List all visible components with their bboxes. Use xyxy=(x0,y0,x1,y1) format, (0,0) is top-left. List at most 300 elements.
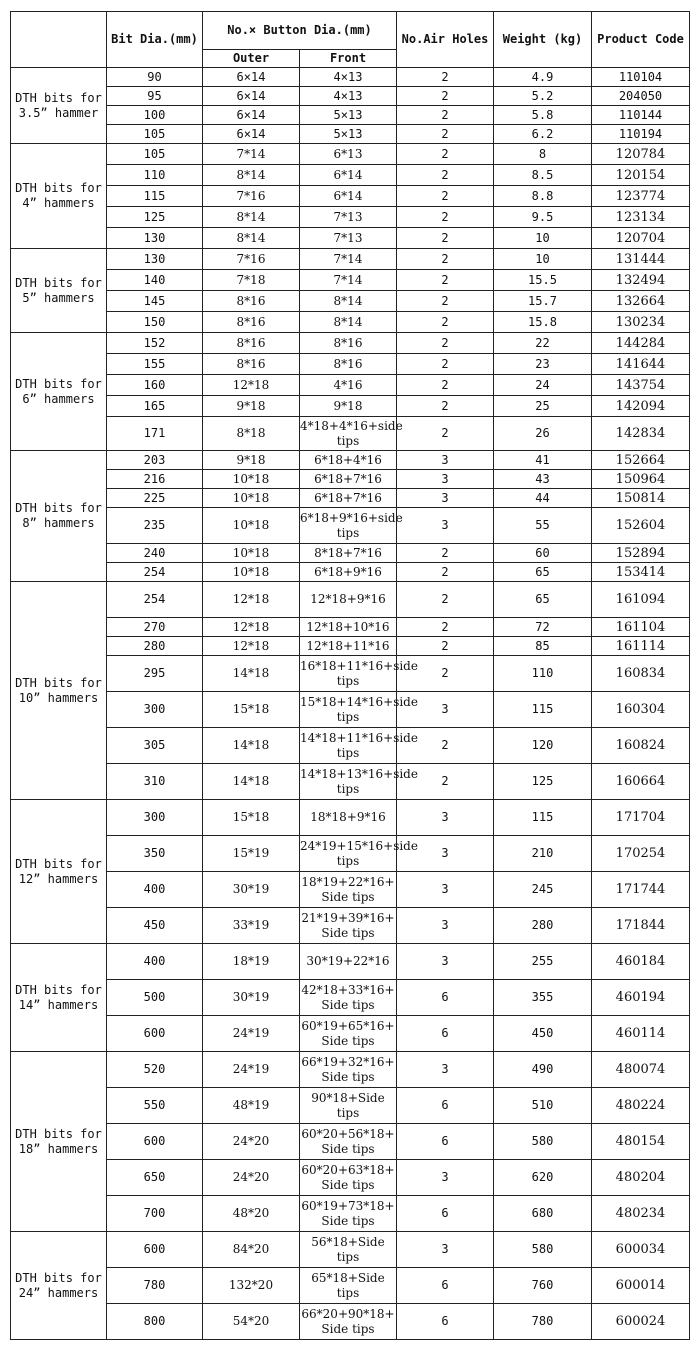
front-cell: 42*18+33*16+ Side tips xyxy=(300,980,397,1016)
product-code-cell: 110104 xyxy=(592,68,690,87)
outer-cell: 48*20 xyxy=(203,1196,300,1232)
outer-cell: 12*18 xyxy=(203,637,300,656)
table-row xyxy=(11,836,690,872)
air-holes-cell: 2 xyxy=(397,228,494,249)
outer-cell: 12*18 xyxy=(203,375,300,396)
front-cell: 6*18+9*16 xyxy=(300,563,397,582)
bit-dia-cell: 550 xyxy=(107,1088,203,1124)
group-label: DTH bits for 4” hammers xyxy=(11,144,107,249)
air-holes-cell: 2 xyxy=(397,544,494,563)
table-row xyxy=(11,908,690,944)
front-cell: 90*18+Side tips xyxy=(300,1088,397,1124)
front-cell: 56*18+Side tips xyxy=(300,1232,397,1268)
outer-cell: 10*18 xyxy=(203,470,300,489)
table-row xyxy=(11,872,690,908)
air-holes-cell: 2 xyxy=(397,207,494,228)
weight-cell: 245 xyxy=(494,872,592,908)
outer-cell: 12*18 xyxy=(203,618,300,637)
outer-cell: 12*18 xyxy=(203,582,300,618)
product-code-cell: 161104 xyxy=(592,618,690,637)
bit-dia-cell: 780 xyxy=(107,1268,203,1304)
weight-cell: 8 xyxy=(494,144,592,165)
weight-cell: 72 xyxy=(494,618,592,637)
outer-cell: 8*18 xyxy=(203,417,300,451)
product-code-cell: 142834 xyxy=(592,417,690,451)
air-holes-cell: 6 xyxy=(397,1124,494,1160)
table-row xyxy=(11,582,690,618)
outer-cell: 7*16 xyxy=(203,249,300,270)
air-holes-cell: 2 xyxy=(397,656,494,692)
air-holes-header: No.Air Holes xyxy=(397,12,494,68)
bit-dia-cell: 280 xyxy=(107,637,203,656)
spec-table-body xyxy=(11,68,690,1340)
product-code-cell: 160664 xyxy=(592,764,690,800)
product-code-cell: 161114 xyxy=(592,637,690,656)
air-holes-cell: 3 xyxy=(397,692,494,728)
outer-cell: 24*20 xyxy=(203,1160,300,1196)
weight-cell: 65 xyxy=(494,563,592,582)
product-code-cell: 152894 xyxy=(592,544,690,563)
bit-dia-cell: 650 xyxy=(107,1160,203,1196)
air-holes-cell: 2 xyxy=(397,165,494,186)
air-holes-cell: 6 xyxy=(397,1304,494,1340)
front-cell: 6*13 xyxy=(300,144,397,165)
outer-cell: 54*20 xyxy=(203,1304,300,1340)
air-holes-cell: 3 xyxy=(397,1232,494,1268)
bit-dia-cell: 130 xyxy=(107,249,203,270)
outer-cell: 10*18 xyxy=(203,489,300,508)
bit-dia-cell: 155 xyxy=(107,354,203,375)
weight-cell: 115 xyxy=(494,692,592,728)
product-code-cell: 480074 xyxy=(592,1052,690,1088)
bit-dia-cell: 115 xyxy=(107,186,203,207)
bit-dia-cell: 300 xyxy=(107,800,203,836)
bit-dia-cell: 225 xyxy=(107,489,203,508)
bit-dia-cell: 110 xyxy=(107,165,203,186)
outer-cell: 10*18 xyxy=(203,508,300,544)
front-cell: 8*16 xyxy=(300,333,397,354)
front-cell: 60*19+65*16+ Side tips xyxy=(300,1016,397,1052)
air-holes-cell: 6 xyxy=(397,1016,494,1052)
table-row xyxy=(11,637,690,656)
weight-cell: 620 xyxy=(494,1160,592,1196)
front-cell: 7*14 xyxy=(300,249,397,270)
weight-cell: 15.5 xyxy=(494,270,592,291)
outer-cell: 18*19 xyxy=(203,944,300,980)
table-row xyxy=(11,186,690,207)
air-holes-cell: 3 xyxy=(397,800,494,836)
bit-dia-cell: 240 xyxy=(107,544,203,563)
weight-cell: 450 xyxy=(494,1016,592,1052)
front-cell: 8*18+7*16 xyxy=(300,544,397,563)
product-code-cell: 152604 xyxy=(592,508,690,544)
weight-cell: 5.8 xyxy=(494,106,592,125)
weight-cell: 580 xyxy=(494,1232,592,1268)
table-row xyxy=(11,68,690,87)
front-cell: 15*18+14*16+side tips xyxy=(300,692,397,728)
bit-dia-cell: 600 xyxy=(107,1016,203,1052)
product-code-cell: 460184 xyxy=(592,944,690,980)
front-cell: 12*18+11*16 xyxy=(300,637,397,656)
front-cell: 6*14 xyxy=(300,186,397,207)
product-code-cell: 120154 xyxy=(592,165,690,186)
air-holes-cell: 3 xyxy=(397,1052,494,1088)
weight-cell: 10 xyxy=(494,249,592,270)
table-row xyxy=(11,144,690,165)
bit-dia-cell: 450 xyxy=(107,908,203,944)
bit-dia-cell: 95 xyxy=(107,87,203,106)
outer-cell: 8*16 xyxy=(203,291,300,312)
product-code-cell: 460194 xyxy=(592,980,690,1016)
air-holes-cell: 6 xyxy=(397,1196,494,1232)
air-holes-cell: 2 xyxy=(397,563,494,582)
outer-cell: 10*18 xyxy=(203,544,300,563)
front-cell: 6*18+7*16 xyxy=(300,470,397,489)
air-holes-cell: 2 xyxy=(397,728,494,764)
outer-cell: 10*18 xyxy=(203,563,300,582)
weight-cell: 6.2 xyxy=(494,125,592,144)
table-row xyxy=(11,692,690,728)
group-label: DTH bits for 14” hammers xyxy=(11,944,107,1052)
front-cell: 16*18+11*16+side tips xyxy=(300,656,397,692)
product-code-cell: 170254 xyxy=(592,836,690,872)
air-holes-cell: 2 xyxy=(397,125,494,144)
group-label: DTH bits for 3.5” hammer xyxy=(11,68,107,144)
product-code-cell: 160834 xyxy=(592,656,690,692)
weight-cell: 22 xyxy=(494,333,592,354)
table-row xyxy=(11,396,690,417)
group-label: DTH bits for 24” hammers xyxy=(11,1232,107,1340)
weight-cell: 26 xyxy=(494,417,592,451)
outer-subheader: Outer xyxy=(203,50,300,68)
outer-cell: 8*16 xyxy=(203,333,300,354)
product-code-cell: 600014 xyxy=(592,1268,690,1304)
air-holes-cell: 2 xyxy=(397,375,494,396)
product-code-cell: 150964 xyxy=(592,470,690,489)
bit-dia-cell: 254 xyxy=(107,563,203,582)
bit-dia-cell: 400 xyxy=(107,944,203,980)
table-row xyxy=(11,980,690,1016)
product-code-cell: 600024 xyxy=(592,1304,690,1340)
product-code-cell: 132494 xyxy=(592,270,690,291)
product-code-cell: 141644 xyxy=(592,354,690,375)
weight-cell: 760 xyxy=(494,1268,592,1304)
weight-cell: 680 xyxy=(494,1196,592,1232)
air-holes-cell: 2 xyxy=(397,764,494,800)
table-row xyxy=(11,470,690,489)
outer-cell: 8*16 xyxy=(203,354,300,375)
outer-cell: 48*19 xyxy=(203,1088,300,1124)
weight-cell: 55 xyxy=(494,508,592,544)
outer-cell: 33*19 xyxy=(203,908,300,944)
front-cell: 8*14 xyxy=(300,312,397,333)
bit-dia-cell: 165 xyxy=(107,396,203,417)
outer-cell: 24*19 xyxy=(203,1016,300,1052)
table-row xyxy=(11,489,690,508)
air-holes-cell: 2 xyxy=(397,68,494,87)
button-dia-header: No.× Button Dia.(mm) xyxy=(203,12,397,50)
weight-cell: 15.7 xyxy=(494,291,592,312)
outer-cell: 15*18 xyxy=(203,800,300,836)
bit-dia-cell: 152 xyxy=(107,333,203,354)
front-cell: 6*14 xyxy=(300,165,397,186)
outer-cell: 6×14 xyxy=(203,106,300,125)
table-row xyxy=(11,1232,690,1268)
product-code-cell: 123774 xyxy=(592,186,690,207)
outer-cell: 9*18 xyxy=(203,396,300,417)
outer-cell: 6×14 xyxy=(203,68,300,87)
bit-dia-cell: 105 xyxy=(107,144,203,165)
product-code-cell: 171704 xyxy=(592,800,690,836)
bit-dia-cell: 125 xyxy=(107,207,203,228)
air-holes-cell: 2 xyxy=(397,249,494,270)
air-holes-cell: 2 xyxy=(397,270,494,291)
outer-cell: 7*18 xyxy=(203,270,300,291)
product-code-cell: 150814 xyxy=(592,489,690,508)
front-cell: 18*19+22*16+ Side tips xyxy=(300,872,397,908)
table-row xyxy=(11,451,690,470)
table-row xyxy=(11,106,690,125)
front-cell: 4*16 xyxy=(300,375,397,396)
front-cell: 8*16 xyxy=(300,354,397,375)
weight-cell: 85 xyxy=(494,637,592,656)
dth-bits-spec-table xyxy=(10,11,690,1340)
front-cell: 6*18+4*16 xyxy=(300,451,397,470)
outer-cell: 6×14 xyxy=(203,125,300,144)
product-code-cell: 160824 xyxy=(592,728,690,764)
outer-cell: 132*20 xyxy=(203,1268,300,1304)
front-cell: 5×13 xyxy=(300,125,397,144)
product-code-cell: 131444 xyxy=(592,249,690,270)
air-holes-cell: 2 xyxy=(397,396,494,417)
product-code-cell: 132664 xyxy=(592,291,690,312)
bit-dia-cell: 500 xyxy=(107,980,203,1016)
outer-cell: 8*14 xyxy=(203,228,300,249)
weight-cell: 44 xyxy=(494,489,592,508)
air-holes-cell: 2 xyxy=(397,333,494,354)
group-label: DTH bits for 8” hammers xyxy=(11,451,107,582)
bit-dia-header: Bit Dia.(mm) xyxy=(107,12,203,68)
table-row xyxy=(11,618,690,637)
product-code-cell: 144284 xyxy=(592,333,690,354)
air-holes-cell: 2 xyxy=(397,354,494,375)
weight-cell: 9.5 xyxy=(494,207,592,228)
weight-cell: 355 xyxy=(494,980,592,1016)
weight-cell: 490 xyxy=(494,1052,592,1088)
bit-dia-cell: 203 xyxy=(107,451,203,470)
air-holes-cell: 2 xyxy=(397,106,494,125)
table-row xyxy=(11,228,690,249)
table-row xyxy=(11,1196,690,1232)
bit-dia-cell: 270 xyxy=(107,618,203,637)
air-holes-cell: 3 xyxy=(397,908,494,944)
weight-cell: 115 xyxy=(494,800,592,836)
weight-cell: 15.8 xyxy=(494,312,592,333)
table-row xyxy=(11,125,690,144)
bit-dia-cell: 100 xyxy=(107,106,203,125)
front-cell: 7*14 xyxy=(300,270,397,291)
outer-cell: 84*20 xyxy=(203,1232,300,1268)
outer-cell: 8*16 xyxy=(203,312,300,333)
product-code-cell: 160304 xyxy=(592,692,690,728)
weight-cell: 10 xyxy=(494,228,592,249)
product-code-cell: 480154 xyxy=(592,1124,690,1160)
table-row xyxy=(11,375,690,396)
outer-cell: 30*19 xyxy=(203,872,300,908)
table-row xyxy=(11,291,690,312)
outer-cell: 15*18 xyxy=(203,692,300,728)
table-row xyxy=(11,417,690,451)
bit-dia-cell: 130 xyxy=(107,228,203,249)
outer-cell: 14*18 xyxy=(203,728,300,764)
table-row xyxy=(11,354,690,375)
product-code-header: Product Code xyxy=(592,12,690,68)
outer-cell: 7*14 xyxy=(203,144,300,165)
weight-cell: 8.5 xyxy=(494,165,592,186)
front-cell: 60*20+63*18+ Side tips xyxy=(300,1160,397,1196)
product-code-cell: 153414 xyxy=(592,563,690,582)
outer-cell: 30*19 xyxy=(203,980,300,1016)
outer-cell: 24*19 xyxy=(203,1052,300,1088)
weight-cell: 110 xyxy=(494,656,592,692)
table-row xyxy=(11,270,690,291)
outer-cell: 8*14 xyxy=(203,207,300,228)
bit-dia-cell: 216 xyxy=(107,470,203,489)
air-holes-cell: 3 xyxy=(397,872,494,908)
table-row xyxy=(11,508,690,544)
table-row xyxy=(11,87,690,106)
weight-cell: 43 xyxy=(494,470,592,489)
table-row xyxy=(11,312,690,333)
product-code-cell: 152664 xyxy=(592,451,690,470)
bit-dia-cell: 145 xyxy=(107,291,203,312)
air-holes-cell: 2 xyxy=(397,417,494,451)
bit-dia-cell: 235 xyxy=(107,508,203,544)
weight-cell: 8.8 xyxy=(494,186,592,207)
table-row xyxy=(11,563,690,582)
air-holes-cell: 3 xyxy=(397,1160,494,1196)
front-cell: 66*20+90*18+ Side tips xyxy=(300,1304,397,1340)
weight-cell: 580 xyxy=(494,1124,592,1160)
product-code-cell: 480204 xyxy=(592,1160,690,1196)
bit-dia-cell: 295 xyxy=(107,656,203,692)
weight-cell: 65 xyxy=(494,582,592,618)
product-code-cell: 110194 xyxy=(592,125,690,144)
outer-cell: 7*16 xyxy=(203,186,300,207)
weight-cell: 125 xyxy=(494,764,592,800)
air-holes-cell: 2 xyxy=(397,618,494,637)
bit-dia-cell: 150 xyxy=(107,312,203,333)
table-row xyxy=(11,944,690,980)
bit-dia-cell: 310 xyxy=(107,764,203,800)
bit-dia-cell: 600 xyxy=(107,1124,203,1160)
product-code-cell: 171744 xyxy=(592,872,690,908)
weight-cell: 24 xyxy=(494,375,592,396)
table-row xyxy=(11,1016,690,1052)
air-holes-cell: 3 xyxy=(397,944,494,980)
group-label: DTH bits for 12” hammers xyxy=(11,800,107,944)
front-subheader: Front xyxy=(300,50,397,68)
front-cell: 60*20+56*18+ Side tips xyxy=(300,1124,397,1160)
air-holes-cell: 3 xyxy=(397,451,494,470)
product-code-cell: 161094 xyxy=(592,582,690,618)
bit-dia-cell: 105 xyxy=(107,125,203,144)
air-holes-cell: 2 xyxy=(397,637,494,656)
front-cell: 18*18+9*16 xyxy=(300,800,397,836)
product-code-cell: 120704 xyxy=(592,228,690,249)
product-code-cell: 120784 xyxy=(592,144,690,165)
bit-dia-cell: 160 xyxy=(107,375,203,396)
front-cell: 7*13 xyxy=(300,207,397,228)
air-holes-cell: 2 xyxy=(397,186,494,207)
front-cell: 21*19+39*16+ Side tips xyxy=(300,908,397,944)
front-cell: 12*18+10*16 xyxy=(300,618,397,637)
weight-cell: 4.9 xyxy=(494,68,592,87)
group-header-cell xyxy=(11,12,107,68)
air-holes-cell: 2 xyxy=(397,87,494,106)
front-cell: 6*18+9*16+side tips xyxy=(300,508,397,544)
product-code-cell: 480234 xyxy=(592,1196,690,1232)
front-cell: 7*13 xyxy=(300,228,397,249)
front-cell: 9*18 xyxy=(300,396,397,417)
outer-cell: 14*18 xyxy=(203,656,300,692)
weight-header: Weight (kg) xyxy=(494,12,592,68)
weight-cell: 41 xyxy=(494,451,592,470)
weight-cell: 25 xyxy=(494,396,592,417)
bit-dia-cell: 400 xyxy=(107,872,203,908)
product-code-cell: 460114 xyxy=(592,1016,690,1052)
product-code-cell: 204050 xyxy=(592,87,690,106)
bit-dia-cell: 140 xyxy=(107,270,203,291)
air-holes-cell: 2 xyxy=(397,291,494,312)
weight-cell: 280 xyxy=(494,908,592,944)
outer-cell: 24*20 xyxy=(203,1124,300,1160)
bit-dia-cell: 90 xyxy=(107,68,203,87)
product-code-cell: 130234 xyxy=(592,312,690,333)
table-row xyxy=(11,165,690,186)
product-code-cell: 123134 xyxy=(592,207,690,228)
table-row xyxy=(11,800,690,836)
outer-cell: 14*18 xyxy=(203,764,300,800)
table-row xyxy=(11,728,690,764)
weight-cell: 510 xyxy=(494,1088,592,1124)
table-row xyxy=(11,207,690,228)
air-holes-cell: 2 xyxy=(397,312,494,333)
group-label: DTH bits for 18” hammers xyxy=(11,1052,107,1232)
front-cell: 14*18+13*16+side tips xyxy=(300,764,397,800)
outer-cell: 8*14 xyxy=(203,165,300,186)
front-cell: 6*18+7*16 xyxy=(300,489,397,508)
outer-cell: 9*18 xyxy=(203,451,300,470)
weight-cell: 210 xyxy=(494,836,592,872)
table-row xyxy=(11,1088,690,1124)
product-code-cell: 171844 xyxy=(592,908,690,944)
bit-dia-cell: 600 xyxy=(107,1232,203,1268)
table-row xyxy=(11,1304,690,1340)
weight-cell: 23 xyxy=(494,354,592,375)
front-cell: 4×13 xyxy=(300,68,397,87)
air-holes-cell: 2 xyxy=(397,582,494,618)
group-label: DTH bits for 10” hammers xyxy=(11,582,107,800)
bit-dia-cell: 171 xyxy=(107,417,203,451)
bit-dia-cell: 305 xyxy=(107,728,203,764)
front-cell: 12*18+9*16 xyxy=(300,582,397,618)
air-holes-cell: 6 xyxy=(397,1268,494,1304)
front-cell: 14*18+11*16+side tips xyxy=(300,728,397,764)
air-holes-cell: 3 xyxy=(397,489,494,508)
air-holes-cell: 6 xyxy=(397,980,494,1016)
bit-dia-cell: 520 xyxy=(107,1052,203,1088)
